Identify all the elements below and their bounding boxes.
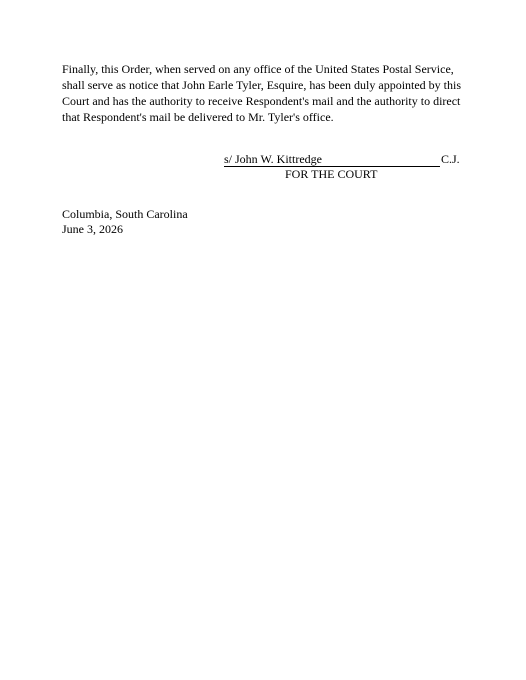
place-and-date — [62, 207, 188, 237]
signature-line: s/ John W. Kittredge — [224, 152, 440, 167]
place: Columbia, South Carolina — [62, 207, 188, 221]
paragraph-line: that Respondent's mail be delivered to Mr. Tyler's office. — [62, 110, 334, 124]
order-paragraph — [62, 61, 482, 125]
date: June 3, 2026 — [62, 222, 123, 236]
signer-title: C.J. — [441, 152, 460, 166]
signature-block — [224, 152, 474, 181]
paragraph-line: Court and has the authority to receive Respondent's mail and the authority to direct — [62, 94, 461, 108]
court-label: FOR THE COURT — [285, 167, 378, 181]
paragraph-line: shall serve as notice that John Earle Tyler, Esquire, has been duly appointed by this — [62, 78, 462, 92]
paragraph-line: Finally, this Order, when served on any office of the United States Postal Service, — [62, 62, 454, 76]
signature-row — [224, 152, 474, 167]
